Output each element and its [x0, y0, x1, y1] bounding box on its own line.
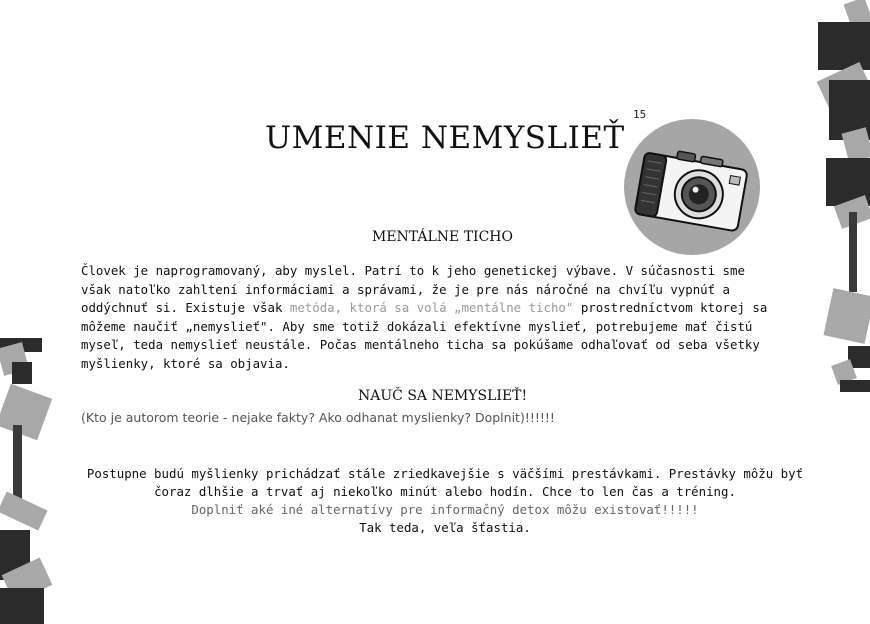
deco-block-left-8 — [0, 588, 44, 624]
intro-paragraph — [81, 262, 781, 373]
deco-block-left-3 — [12, 362, 32, 384]
intro-text-end: prostredníctvom ktorej sa môžeme naučiť „nemyslieť". Aby sme totiž dokázali efektívne myslieť, potrebujeme mať čistú myseľ, teda nemyslieť neustále. Počas mentálneho ticha sa pokúšame odhaľovať od seba všetky myšlienky, ktoré sa objavia. — [81, 300, 768, 371]
deco-block-left-5 — [0, 492, 48, 531]
page-title: UMENIE NEMYSLIEŤ — [265, 120, 625, 156]
camera-illustration — [624, 119, 760, 255]
closing-note: Doplniť aké iné alternatívy pre informačný detox môžu existovať!!!!! — [191, 502, 699, 517]
camera-icon — [624, 119, 760, 255]
page-number: 15 — [633, 108, 647, 121]
deco-block-left-4 — [0, 384, 52, 440]
closing-wish: Tak teda, veľa šťastia. — [359, 520, 531, 535]
deco-block-right-8 — [823, 288, 870, 344]
closing-text: Postupne budú myšlienky prichádzať stále zriedkavejšie s väčšími prestávkami. Prestávky môžu byť čoraz dlhšie a trvať aj niekoľko minút alebo hodín. Chce to len čas a tréning. — [86, 466, 804, 499]
deco-bar-left — [13, 425, 22, 505]
closing-paragraph — [80, 465, 810, 537]
intro-text-start: Človek je naprogramovaný, aby myslel. Patrí to k jeho genetickej výbave. V súčasnosti sme však natoľko zahltení informáciami a správami, že je pre nás náročné na chvíľu vypnúť a oddýchnuť si. Existuje však — [81, 263, 745, 315]
intro-text-muted: metóda, ktorá sa volá „mentálne ticho" — [289, 300, 574, 315]
deco-bar-right — [849, 212, 857, 292]
deco-block-right-2 — [818, 22, 870, 70]
section-heading-mental-silence: MENTÁLNE TICHO — [372, 229, 513, 245]
section-heading-learn-not-to-think: NAUČ SA NEMYSLIEŤ! — [358, 388, 528, 404]
deco-block-right-11 — [840, 380, 870, 392]
editor-note: (Kto je autorom teorie - nejake fakty? Ako odhanat myslienky? Doplnit)!!!!!! — [81, 410, 555, 425]
